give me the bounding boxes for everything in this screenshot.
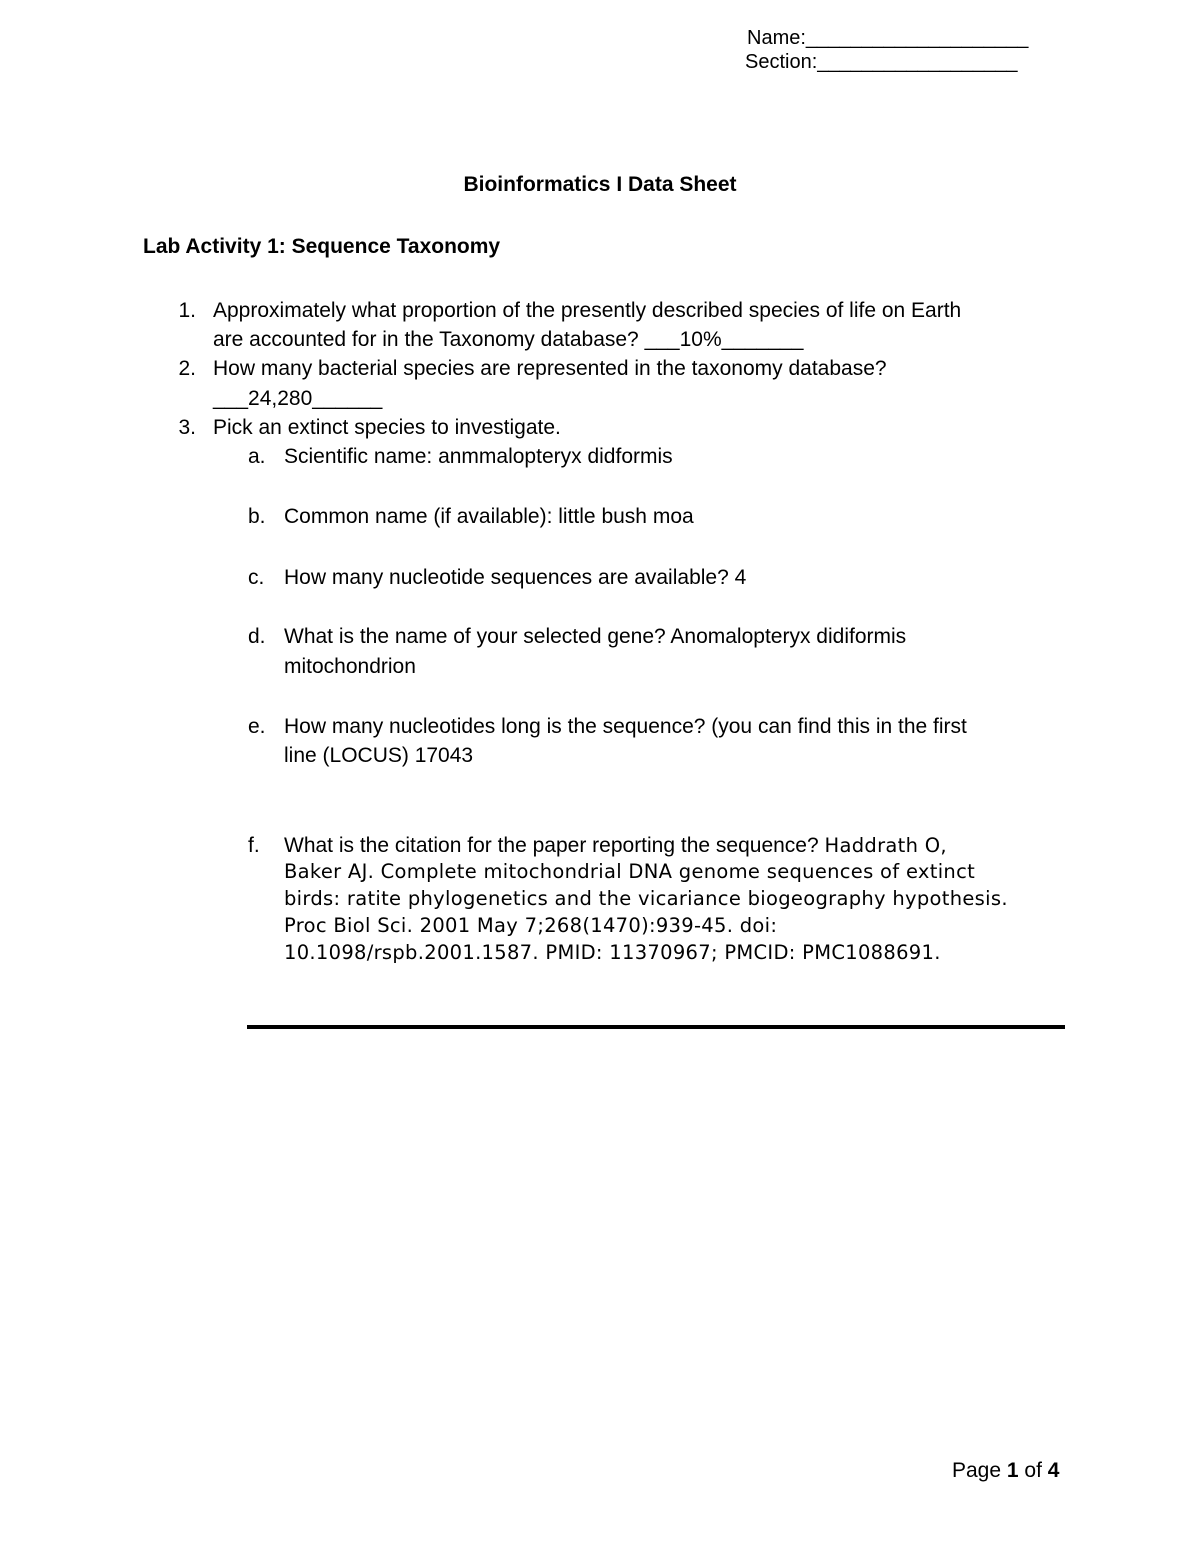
- page-word: Page: [952, 1459, 1007, 1482]
- subitem-e-line1: How many nucleotides long is the sequence? (you can find this in the first: [284, 715, 967, 738]
- horizontal-rule: [247, 1025, 1065, 1029]
- citation-line-2: Baker AJ. Complete mitochondrial DNA genome sequences of extinct: [284, 860, 976, 883]
- name-label: Name:: [747, 27, 806, 49]
- subitem-a-letter: a.: [248, 445, 266, 468]
- subitem-d-line1: What is the name of your selected gene? Anomalopteryx didiformis: [284, 625, 907, 648]
- question-1-text: are accounted for in the Taxonomy database?: [213, 328, 645, 351]
- page-title: Bioinformatics I Data Sheet: [463, 173, 737, 196]
- citation-line-3: birds: ratite phylogenetics and the vicariance biogeography hypothesis.: [284, 887, 1008, 910]
- section-field: [745, 50, 1017, 74]
- subitem-e-line2: line (LOCUS) 17043: [284, 744, 474, 767]
- question-1-answer: ___10%_______: [644, 328, 804, 351]
- question-3-number: 3.: [178, 416, 196, 439]
- subitem-b-letter: b.: [248, 505, 266, 528]
- page-current: 1: [1006, 1459, 1019, 1482]
- question-2-answer: ___24,280______: [213, 387, 383, 410]
- page-number: [952, 1459, 1059, 1483]
- subitem-e-letter: e.: [248, 715, 266, 738]
- question-2-text: How many bacterial species are represented in the taxonomy database?: [213, 357, 887, 380]
- subitem-a-text: Scientific name: anmmalopteryx didformis: [284, 445, 673, 468]
- citation-line-5: 10.1098/rspb.2001.1587. PMID: 11370967; PMCID: PMC1088691.: [284, 941, 941, 964]
- subitem-d-line2: mitochondrion: [284, 655, 416, 678]
- section-blank: __________________: [817, 51, 1018, 73]
- question-1-line1: Approximately what proportion of the presently described species of life on Earth: [213, 299, 962, 322]
- page-total: 4: [1047, 1459, 1060, 1482]
- subitem-c-letter: c.: [248, 566, 265, 589]
- citation-line-1: Haddrath O,: [824, 834, 947, 857]
- name-field: [747, 26, 1028, 50]
- activity-heading: Lab Activity 1: Sequence Taxonomy: [143, 235, 501, 258]
- name-blank: ____________________: [805, 27, 1029, 49]
- subitem-c-text: How many nucleotide sequences are available? 4: [284, 566, 747, 589]
- subitem-f-letter: f.: [248, 834, 260, 857]
- subitem-b-text: Common name (if available): little bush moa: [284, 505, 694, 528]
- question-2-number: 2.: [178, 357, 196, 380]
- section-label: Section:: [745, 51, 818, 73]
- question-1-line2: [213, 325, 803, 355]
- citation-line-4: Proc Biol Sci. 2001 May 7;268(1470):939-45. doi:: [284, 914, 778, 937]
- subitem-f-question: What is the citation for the paper reporting the sequence?: [284, 834, 825, 857]
- subitem-f-first-line: [284, 831, 947, 861]
- subitem-d-letter: d.: [248, 625, 266, 648]
- question-1-number: 1.: [178, 299, 196, 322]
- of-word: of: [1018, 1459, 1048, 1482]
- question-3-text: Pick an extinct species to investigate.: [213, 416, 561, 439]
